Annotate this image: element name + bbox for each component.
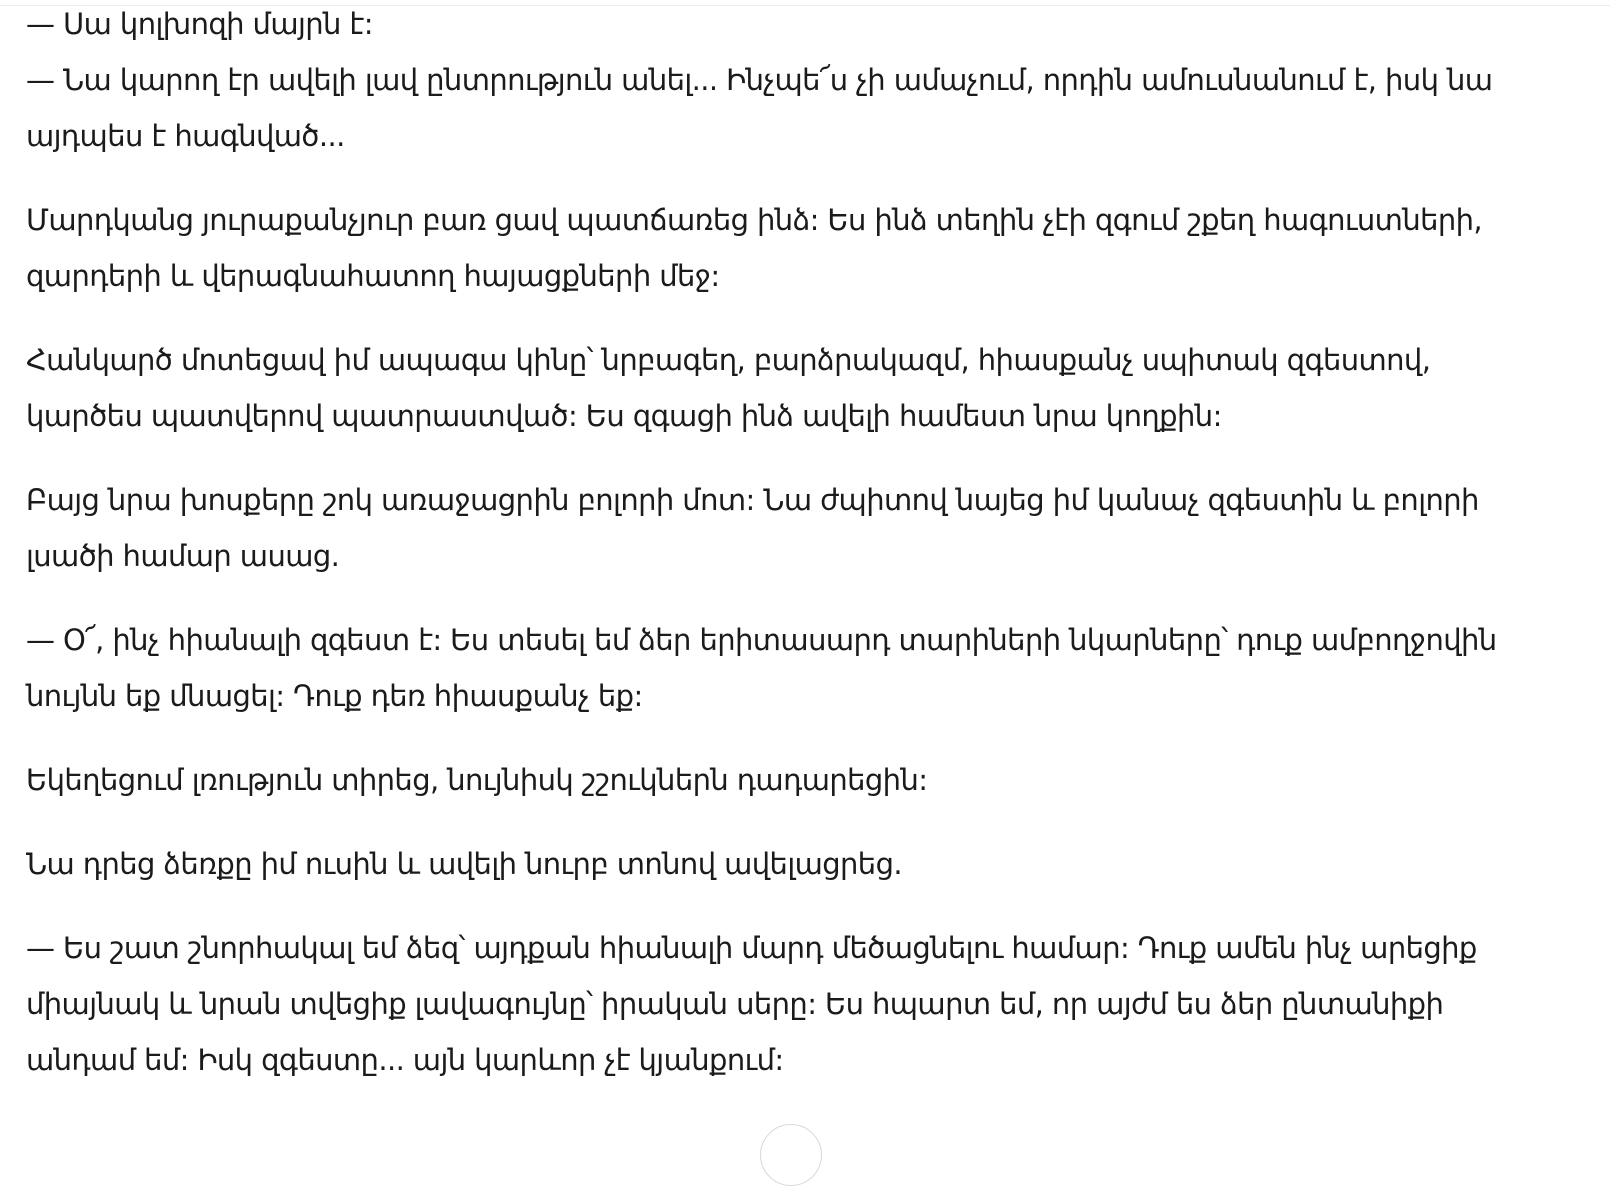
text-line: Եկեղեցում լռություն տիրեց, նույնիսկ շշուկներն դադարեցին: [26, 763, 928, 797]
paragraph-7 [26, 752, 1526, 808]
text-line: կարծես պատվերով պատրաստված: Ես զգացի ինձ ավելի համեստ նրա կողքին: [26, 399, 1222, 433]
text-line: միայնակ և նրան տվեցիք լավագույնը՝ իրական սերը: Ես հպարտ եմ, որ այժմ ես ձեր ընտանիքի [26, 987, 1444, 1021]
scroll-down-button[interactable] [760, 1124, 822, 1186]
text-line: Մարդկանց յուրաքանչյուր բառ ցավ պատճառեց ինձ: Ես ինձ տեղին չէի զգում շքեղ հագուստների, [26, 203, 1483, 237]
paragraph-6 [26, 612, 1526, 724]
paragraph-3 [26, 192, 1526, 304]
text-line: — Օ՜, ինչ հիանալի զգեստ է: Ես տեսել եմ ձեր երիտասարդ տարիների նկարները՝ դուք ամբողջովին [26, 623, 1497, 657]
paragraph-9 [26, 920, 1526, 1088]
text-line: զարդերի և վերագնահատող հայացքների մեջ: [26, 259, 720, 293]
text-line: Նա դրեց ձեռքը իմ ուսին և ավելի նուրբ տոնով ավելացրեց. [26, 847, 902, 881]
paragraph-4 [26, 332, 1526, 444]
text-line: Հանկարծ մոտեցավ իմ ապագա կինը՝ նրբագեղ, բարձրակազմ, հիասքանչ սպիտակ զգեստով, [26, 343, 1431, 377]
text-line: նույնն եք մնացել: Դուք դեռ հիասքանչ եք: [26, 679, 643, 713]
paragraph-1 [26, 0, 1526, 52]
text-line: — Սա կոլխոզի մայրն է: [26, 7, 373, 41]
text-line: — Նա կարող էր ավելի լավ ընտրություն անել... Ինչպե՜ս չի ամաչում, որդին ամուսնանում է, իսկ նա [26, 63, 1493, 97]
text-line: լսածի համար ասաց. [26, 539, 340, 573]
paragraph-8 [26, 836, 1526, 892]
text-line: անդամ եմ: Իսկ զգեստը... այն կարևոր չէ կյանքում: [26, 1043, 784, 1077]
text-line: այդպես է հագնված... [26, 119, 345, 153]
text-line: Բայց նրա խոսքերը շոկ առաջացրին բոլորի մոտ: Նա ժպիտով նայեց իմ կանաչ զգեստին և բոլորի [26, 483, 1479, 517]
article-body [26, 0, 1526, 1088]
text-line: — Ես շատ շնորհակալ եմ ձեզ՝ այդքան հիանալի մարդ մեծացնելու համար: Դուք ամեն ինչ արեցիք [26, 931, 1477, 965]
paragraph-2 [26, 52, 1526, 164]
paragraph-5 [26, 472, 1526, 584]
